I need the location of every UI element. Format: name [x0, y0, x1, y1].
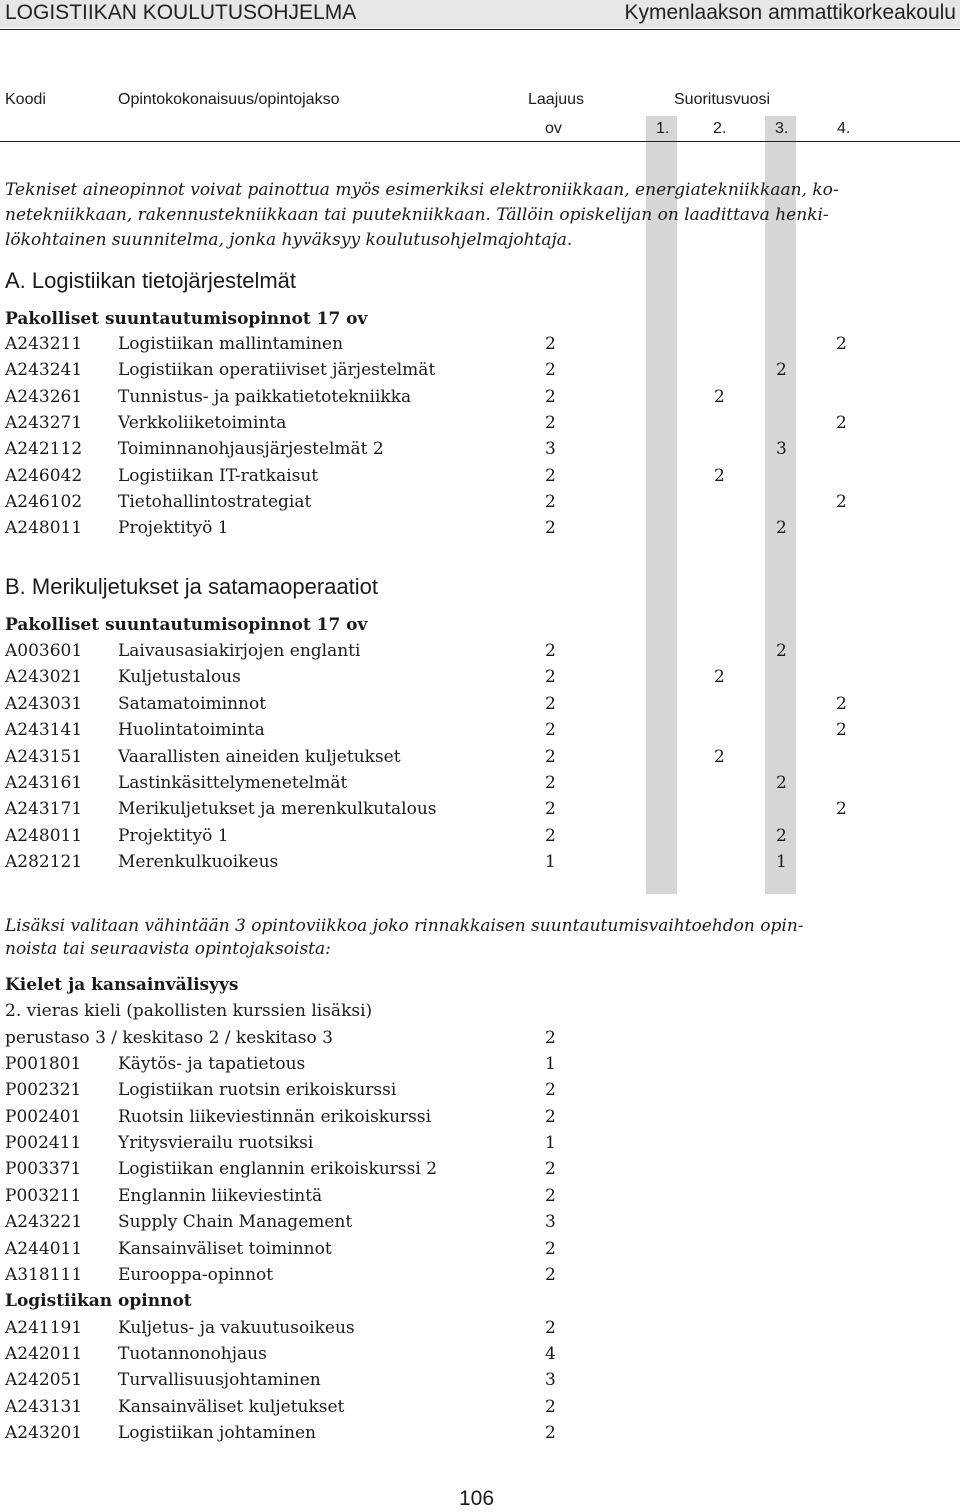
course-code: A318111 [5, 1264, 83, 1285]
table-row [0, 1367, 960, 1393]
column-header-year-4: 4. [837, 120, 851, 137]
course-scope: 2 [545, 825, 556, 846]
table-row [0, 515, 960, 541]
course-name: Vaarallisten aineiden kuljetukset [118, 746, 401, 767]
course-scope: 1 [545, 852, 556, 873]
course-code: P002411 [5, 1133, 82, 1154]
course-scope: 3 [545, 439, 556, 460]
course-name: Logistiikan operatiiviset järjestelmät [118, 360, 436, 381]
course-code: A243031 [5, 693, 83, 714]
table-row [0, 1394, 960, 1420]
table-row [0, 436, 960, 462]
section-b-title: B. Merikuljetukset ja satamaoperaatiot [5, 574, 378, 599]
course-scope: 2 [545, 465, 556, 486]
course-code: A003601 [5, 641, 83, 661]
course-code: A242011 [5, 1343, 83, 1364]
table-row [0, 638, 960, 664]
course-code: A246042 [5, 465, 83, 486]
course-scope: 2 [545, 1238, 556, 1259]
table-row [0, 1025, 960, 1051]
course-code: P003211 [5, 1185, 82, 1206]
table-row [0, 1104, 960, 1130]
course-code: A243141 [5, 720, 83, 741]
course-code: P002321 [5, 1080, 82, 1101]
table-row [0, 744, 960, 770]
year-4-value: 2 [836, 334, 847, 354]
course-code: P002401 [5, 1106, 82, 1127]
course-scope: 1 [545, 1054, 556, 1075]
course-name: Laivausasiakirjojen englanti [118, 641, 361, 661]
column-header-code: Koodi [5, 91, 46, 108]
course-name: Verkkoliiketoiminta [118, 412, 287, 433]
course-code: A243151 [5, 746, 83, 767]
course-name: Tietohallintostrategiat [118, 491, 312, 512]
course-scope: 2 [545, 773, 556, 793]
table-row [0, 849, 960, 875]
section-b-subtitle: Pakolliset suuntautumisopinnot 17 ov [5, 615, 368, 635]
course-name: Logistiikan IT-ratkaisut [118, 465, 319, 486]
year-3-value: 2 [776, 641, 787, 661]
intro-line-3: lökohtainen suunnitelma, jonka hyväksyy koulutusohjelmajohtaja. [5, 230, 573, 250]
electives-note-line-2: noista tai seuraavista opintojaksoista: [5, 939, 331, 959]
program-title: LOGISTIIKAN KOULUTUSOHJELMA [5, 1, 357, 24]
table-row [0, 770, 960, 796]
table-row [0, 331, 960, 357]
course-name: Toiminnanohjausjärjestelmät 2 [118, 439, 384, 460]
header-divider [0, 29, 960, 30]
column-header-year-2: 2. [713, 120, 727, 137]
course-name: Merenkulkuoikeus [118, 852, 279, 873]
table-row [0, 1209, 960, 1235]
course-scope: 2 [545, 1159, 556, 1180]
course-scope: 2 [545, 693, 556, 714]
course-scope: 2 [545, 412, 556, 433]
year-3-value: 1 [776, 852, 787, 873]
row-scope: 2 [545, 1027, 556, 1048]
year-4-value: 2 [836, 491, 847, 512]
course-scope: 2 [545, 1080, 556, 1101]
course-code: A242112 [5, 439, 83, 460]
course-name: Ruotsin liikeviestinnän erikoiskurssi [118, 1106, 432, 1127]
column-header-unit: Opintokokonaisuus/opintojakso [118, 91, 340, 108]
course-name: Kuljetus- ja vakuutusoikeus [118, 1317, 355, 1338]
course-name: Satamatoiminnot [118, 693, 267, 714]
year-2-value: 2 [714, 386, 725, 407]
column-header-year-3: 3. [775, 120, 789, 137]
course-scope: 2 [545, 1422, 556, 1443]
course-scope: 2 [545, 1317, 556, 1338]
column-header-year: Suoritusvuosi [674, 91, 771, 108]
table-row [0, 1156, 960, 1182]
year-3-value: 2 [776, 773, 787, 793]
institution-name: Kymenlaakson ammattikorkeakoulu [624, 1, 956, 24]
table-row [0, 1051, 960, 1077]
course-scope: 3 [545, 1370, 556, 1391]
course-code: A243221 [5, 1212, 83, 1233]
course-name: Kansainväliset toiminnot [118, 1238, 332, 1259]
table-row [0, 1262, 960, 1288]
course-scope: 2 [545, 491, 556, 512]
course-name: Projektityö 1 [118, 518, 229, 539]
year-4-value: 2 [836, 693, 847, 714]
table-row [0, 463, 960, 489]
table-row [0, 489, 960, 515]
intro-line-1: Tekniset aineopinnot voivat painottua myös esimerkiksi elektroniikkaan, energiatekniikkaan, ko- [5, 180, 839, 200]
table-row [0, 972, 960, 998]
course-name: Lastinkäsittelymenetelmät [118, 773, 348, 793]
course-code: A246102 [5, 491, 83, 512]
course-code: A243131 [5, 1396, 83, 1417]
course-code: A282121 [5, 852, 83, 873]
course-code: A243201 [5, 1422, 83, 1443]
course-scope: 2 [545, 1396, 556, 1417]
table-row [0, 1077, 960, 1103]
year-4-value: 2 [836, 720, 847, 741]
table-row [0, 1183, 960, 1209]
course-scope: 2 [545, 334, 556, 354]
course-name: Kansainväliset kuljetukset [118, 1396, 345, 1417]
course-name: Käytös- ja tapatietous [118, 1054, 306, 1075]
table-row [0, 1236, 960, 1262]
course-code: P003371 [5, 1159, 82, 1180]
table-row [0, 717, 960, 743]
course-scope: 1 [545, 1133, 556, 1154]
course-scope: 2 [545, 641, 556, 661]
course-code: A243241 [5, 360, 83, 381]
course-name: Huolintatoiminta [118, 720, 265, 741]
section-a-subtitle: Pakolliset suuntautumisopinnot 17 ov [5, 309, 368, 329]
table-row [0, 796, 960, 822]
course-code: A248011 [5, 518, 83, 539]
section-a-title: A. Logistiikan tietojärjestelmät [5, 268, 297, 293]
course-name: Englannin liikeviestintä [118, 1185, 323, 1206]
course-name: Logistiikan mallintaminen [118, 334, 344, 354]
column-header-scope-unit: ov [545, 120, 562, 137]
table-row [0, 1315, 960, 1341]
course-scope: 2 [545, 746, 556, 767]
table-row [0, 998, 960, 1024]
column-header-year-1: 1. [656, 120, 670, 137]
table-row [0, 691, 960, 717]
course-scope: 2 [545, 1185, 556, 1206]
table-row [0, 1130, 960, 1156]
course-code: A243271 [5, 412, 83, 433]
column-header-scope: Laajuus [528, 91, 585, 108]
course-scope: 2 [545, 518, 556, 539]
course-name: Logistiikan ruotsin erikoiskurssi [118, 1080, 397, 1101]
course-code: A243161 [5, 773, 83, 793]
course-name: Logistiikan englannin erikoiskurssi 2 [118, 1159, 438, 1180]
course-scope: 2 [545, 1264, 556, 1285]
table-row [0, 1288, 960, 1314]
course-scope: 2 [545, 799, 556, 820]
course-name: Yritysvierailu ruotsiksi [118, 1133, 314, 1154]
course-name: Tuotannonohjaus [118, 1343, 267, 1364]
course-code: A243211 [5, 334, 83, 354]
table-row [0, 1341, 960, 1367]
table-row [0, 357, 960, 383]
course-code: A243261 [5, 386, 83, 407]
year-2-value: 2 [714, 667, 725, 688]
year-4-value: 2 [836, 412, 847, 433]
row-text: 2. vieras kieli (pakollisten kurssien lisäksi) [5, 1001, 373, 1022]
year-3-value: 2 [776, 360, 787, 381]
course-code: A243171 [5, 799, 83, 820]
course-code: A242051 [5, 1370, 83, 1391]
course-scope: 4 [545, 1343, 556, 1364]
course-name: Kuljetustalous [118, 667, 241, 688]
year-3-value: 3 [776, 439, 787, 460]
course-name: Projektityö 1 [118, 825, 229, 846]
course-scope: 2 [545, 667, 556, 688]
course-name: Logistiikan johtaminen [118, 1422, 316, 1443]
course-code: A244011 [5, 1238, 83, 1259]
page-number: 106 [459, 1487, 495, 1510]
course-name: Tunnistus- ja paikkatietotekniikka [118, 386, 412, 407]
course-name: Merikuljetukset ja merenkulkutalous [118, 799, 437, 820]
intro-line-2: netekniikkaan, rakennustekniikkaan tai puutekniikkaan. Tällöin opiskelijan on laadittava henki- [5, 205, 829, 225]
table-row [0, 384, 960, 410]
course-scope: 2 [545, 720, 556, 741]
electives-note-line-1: Lisäksi valitaan vähintään 3 opintoviikkoa joko rinnakkaisen suuntautumisvaihtoehdon opin- [5, 916, 804, 936]
course-code: A241191 [5, 1317, 83, 1338]
table-row [0, 1420, 960, 1446]
table-row [0, 823, 960, 849]
group-heading: Logistiikan opinnot [5, 1291, 192, 1312]
year-4-value: 2 [836, 799, 847, 820]
year-3-value: 2 [776, 825, 787, 846]
row-text: perustaso 3 / keskitaso 2 / keskitaso 3 [5, 1027, 333, 1048]
course-scope: 2 [545, 1106, 556, 1127]
course-name: Eurooppa-opinnot [118, 1264, 274, 1285]
course-code: A248011 [5, 825, 83, 846]
table-row [0, 410, 960, 436]
course-code: A243021 [5, 667, 83, 688]
course-name: Turvallisuusjohtaminen [118, 1370, 321, 1391]
group-heading: Kielet ja kansainvälisyys [5, 975, 239, 995]
year-2-value: 2 [714, 465, 725, 486]
course-scope: 2 [545, 386, 556, 407]
table-row [0, 664, 960, 690]
course-scope: 2 [545, 360, 556, 381]
column-header-divider [0, 141, 960, 142]
course-name: Supply Chain Management [118, 1212, 353, 1233]
year-3-value: 2 [776, 518, 787, 539]
course-code: P001801 [5, 1054, 82, 1075]
course-scope: 3 [545, 1212, 556, 1233]
year-2-value: 2 [714, 746, 725, 767]
